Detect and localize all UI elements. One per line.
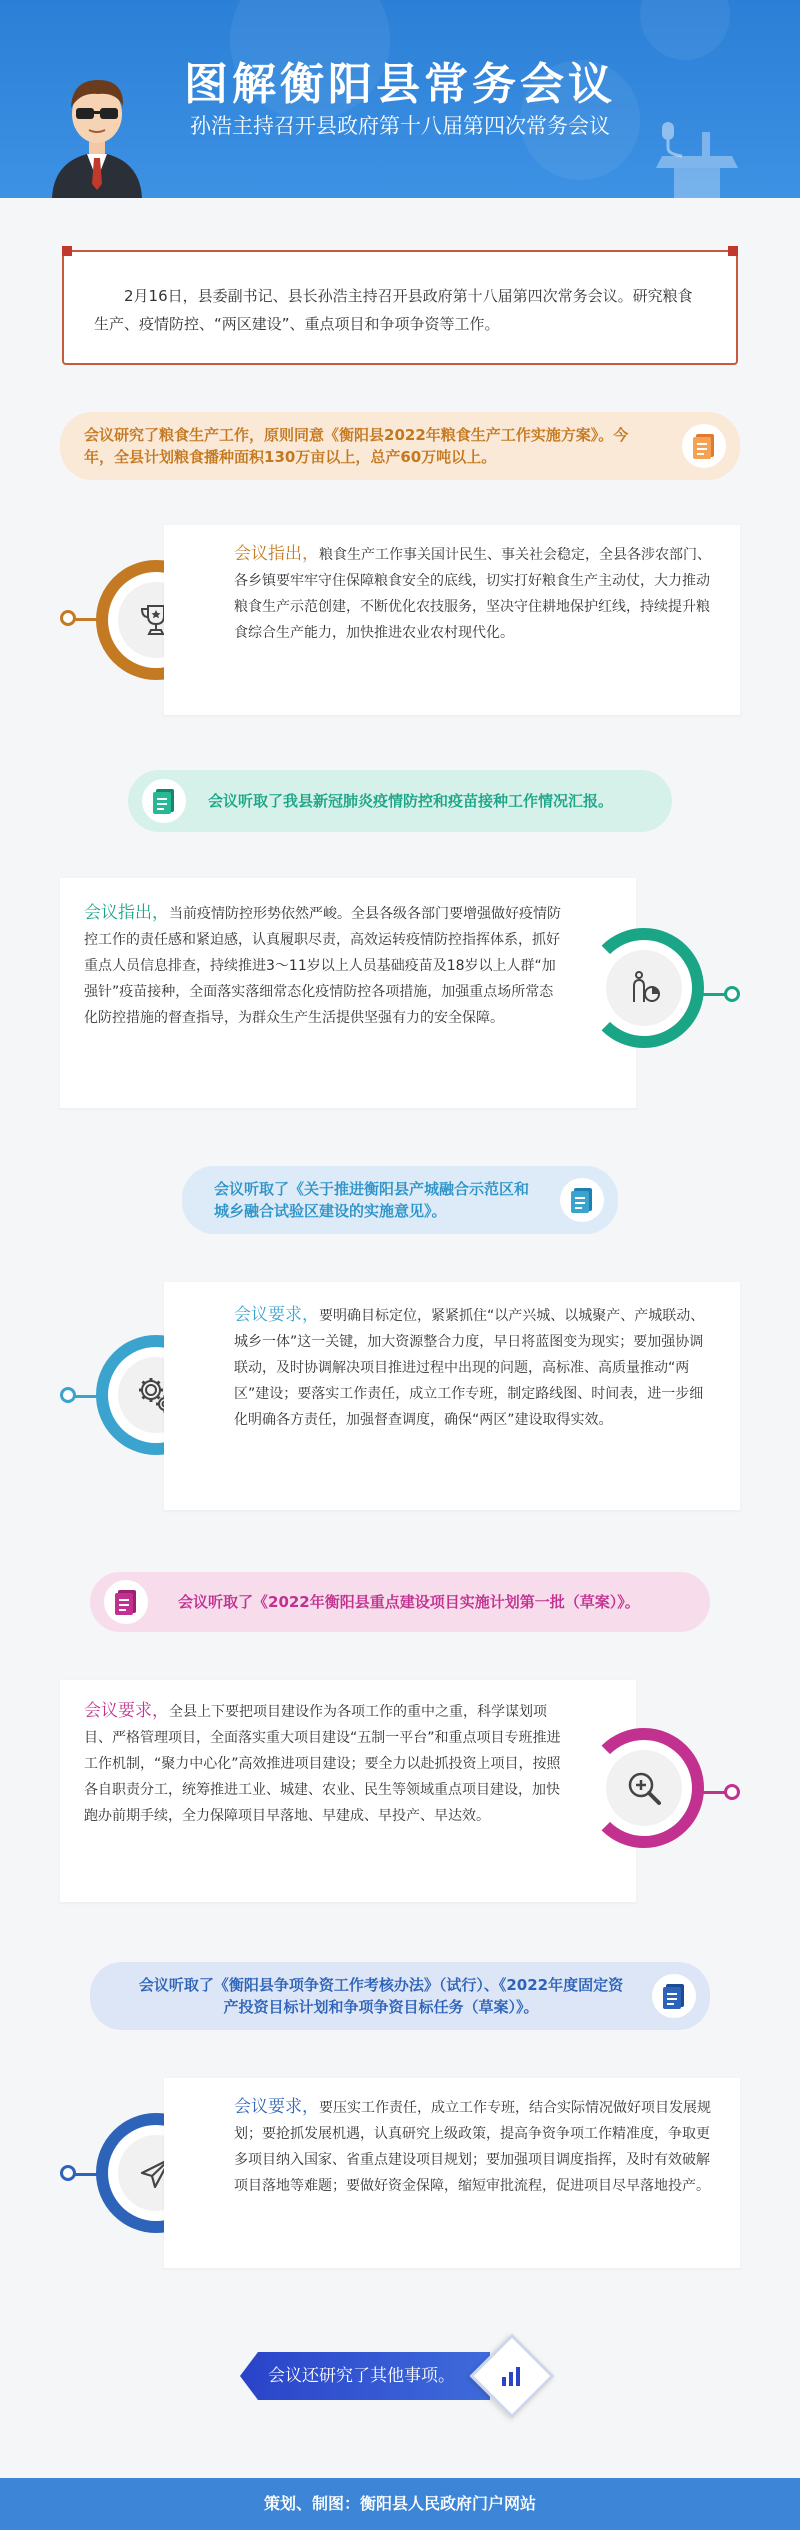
corner-marker — [62, 246, 72, 256]
podium-icon — [642, 118, 752, 198]
section-body: 粮食生产工作事关国计民生、事关社会稳定，全县各涉农部门、各乡镇要牢牢守住保障粮食安全的底线，切实打好粮食生产主动仗，大力推动粮食生产示范创建，不断优化农技服务，坚决守住耕地保护红线，持续提升粮食综合生产能力，加快推进农业农村现代化。 — [234, 547, 711, 641]
section-summary-pill — [90, 1962, 710, 2030]
section-body: 当前疫情防控形势依然严峻。全县各级各部门要增强做好疫情防控工作的责任感和紧迫感，认真履职尽责，高效运转疫情防控指挥体系，抓好重点人员信息排查，持续推进3～11岁以上人员基础疫苗及18岁以上人群“加强针”疫苗接种，全面落实落细常态化疫情防控各项措施，加强重点场所常态化防控措施的督查指导，为群众生产生活提供坚强有力的安全保障。 — [84, 906, 561, 1026]
section-lead: 会议要求， — [234, 2097, 319, 2117]
document-icon — [104, 1580, 148, 1624]
section-card — [164, 1282, 740, 1510]
section-summary-text: 会议听取了我县新冠肺炎疫情防控和疫苗接种工作情况汇报。 — [208, 792, 614, 810]
section-lead: 会议指出， — [234, 544, 319, 564]
section-card — [164, 525, 740, 715]
header-banner — [0, 0, 800, 198]
closing-text: 会议还研究了其他事项。 — [268, 2366, 455, 2386]
page-subtitle: 孙浩主持召开县政府第十八届第四次常务会议 — [190, 114, 610, 138]
section-body: 要压实工作责任，成立工作专班，结合实际情况做好项目发展规划；要抢抓发展机遇，认真研究上级政策，提高争资争项工作精准度，争取更多项目纳入国家、省重点建设项目规划；要加强项目调度指挥，及时有效破解项目落地等难题；要做好资金保障，缩短审批流程，促进项目尽早落地投产。 — [234, 2100, 711, 2194]
connector-dot — [724, 1784, 740, 1800]
icon-ring — [584, 1728, 704, 1848]
document-icon — [682, 424, 726, 468]
section-lead: 会议要求， — [234, 1305, 319, 1325]
intro-box — [62, 250, 738, 365]
section-lead: 会议要求， — [84, 1701, 169, 1721]
section-summary-text: 会议听取了《关于推进衡阳县产城融合示范区和城乡融合试验区建设的实施意见》。 — [214, 1180, 530, 1220]
section-summary-pill — [90, 1572, 710, 1632]
icon-circle — [606, 950, 682, 1026]
closing-banner — [240, 2352, 540, 2400]
section-summary-pill — [182, 1166, 618, 1234]
intro-text: 2月16日，县委副书记、县长孙浩主持召开县政府第十八届第四次常务会议。研究粮食生产、疫情防控、“两区建设”、重点项目和争项争资等工作。 — [94, 287, 693, 333]
page-title: 图解衡阳县常务会议 — [184, 59, 616, 110]
section-summary-text: 会议听取了《2022年衡阳县重点建设项目实施计划第一批（草案）》。 — [178, 1593, 640, 1611]
magnifier-icon — [624, 1768, 664, 1808]
corner-marker — [728, 246, 738, 256]
section-body: 要明确目标定位，紧紧抓住“以产兴城、以城聚产、产城联动、城乡一体”这一关键，加大资源整合力度，早日将蓝图变为现实；要加强协调联动，及时协调解决项目推进过程中出现的问题，高标准、高质量推动“两区”建设；要落实工作责任，成立工作专班，制定路线图、时间表，进一步细化明确各方责任，加强督查调度，确保“两区”建设取得实效。 — [234, 1308, 705, 1428]
section-body: 全县上下要把项目建设作为各项工作的重中之重，科学谋划项目、严格管理项目，全面落实重大项目建设“五制一平台”和重点项目专班推进工作机制，“聚力中心化”高效推进项目建设；要全力以赴抓投资上项目，按照各自职责分工，统筹推进工业、城建、农业、民生等领域重点项目建设，加快跑办前期手续，全力保障项目早落地、早建成、早投产、早达效。 — [84, 1704, 561, 1824]
section-lead: 会议指出， — [84, 903, 169, 923]
chart-badge-icon — [470, 2334, 555, 2419]
section-summary-text: 会议听取了《衡阳县争项争资工作考核办法》（试行）、《2022年度固定资产投资目标计划和争项争资目标任务（草案）》。 — [138, 1976, 624, 2016]
connector-dot — [60, 2165, 76, 2181]
section-card — [164, 2078, 740, 2268]
document-icon — [652, 1974, 696, 2018]
section-summary-pill — [60, 412, 740, 480]
section-summary-text: 会议研究了粮食生产工作，原则同意《衡阳县2022年粮食生产工作实施方案》。今年，全县计划粮食播种面积130万亩以上，总产60万吨以上。 — [84, 426, 629, 466]
document-icon — [560, 1178, 604, 1222]
section-card — [60, 878, 636, 1108]
footer-credits: 策划、制图：衡阳县人民政府门户网站 — [0, 2478, 800, 2530]
connector-dot — [60, 610, 76, 626]
vaccine-icon — [624, 968, 664, 1008]
icon-circle — [606, 1750, 682, 1826]
connector-dot — [724, 986, 740, 1002]
section-card — [60, 1680, 636, 1902]
document-icon — [142, 779, 186, 823]
icon-ring — [584, 928, 704, 1048]
connector-dot — [60, 1387, 76, 1403]
section-summary-pill — [128, 770, 672, 832]
